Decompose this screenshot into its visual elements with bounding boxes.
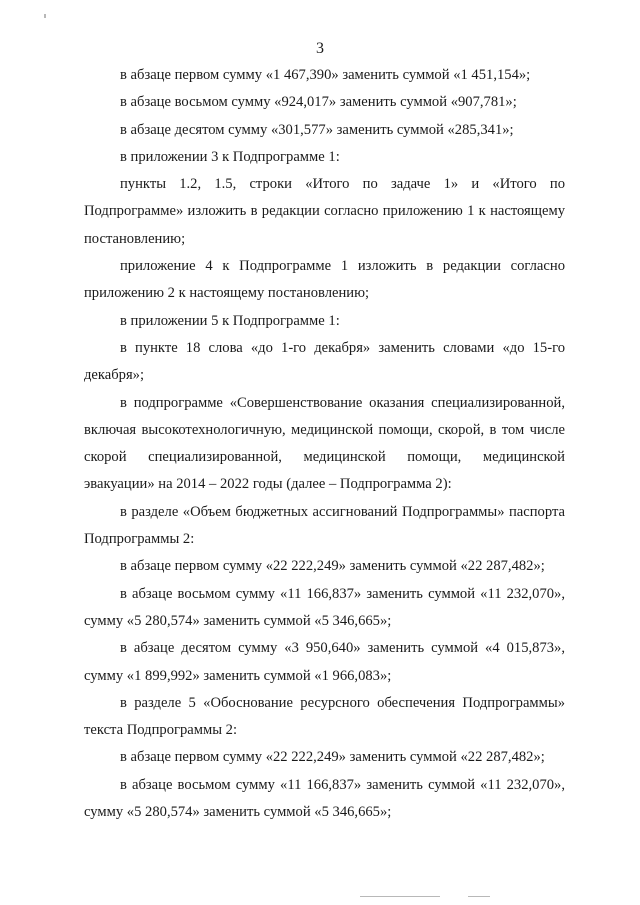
paragraph: в приложении 3 к Подпрограмме 1: <box>120 148 340 165</box>
scan-mark-bottom <box>360 896 440 897</box>
scan-mark-bottom-right <box>468 896 490 897</box>
paragraph: в абзаце десятом сумму «3 950,640» заменить суммой «4 015,873», сумму «1 899,992» заменить суммой «1 966,083»; <box>84 640 565 684</box>
paragraph: в абзаце первом сумму «22 222,249» заменить суммой «22 287,482»; <box>120 749 545 766</box>
document-body <box>84 62 565 826</box>
paragraph: в разделе «Объем бюджетных ассигнований Подпрограммы» паспорта Подпрограммы 2: <box>84 503 565 548</box>
paragraph: в абзаце первом сумму «22 222,249» заменить суммой «22 287,482»; <box>120 558 545 575</box>
paragraph: в разделе 5 «Обоснование ресурсного обеспечения Подпрограммы» текста Подпрограммы 2: <box>84 694 565 739</box>
paragraph: в абзаце восьмом сумму «11 166,837» заменить суммой «11 232,070», сумму «5 280,574» заменить суммой «5 346,665»; <box>84 776 565 821</box>
paragraph: в абзаце первом сумму «1 467,390» заменить суммой «1 451,154»; <box>120 67 531 83</box>
scan-mark-top-left <box>44 14 46 18</box>
paragraph: в абзаце десятом сумму «301,577» заменить суммой «285,341»; <box>120 121 514 138</box>
paragraph: в приложении 5 к Подпрограмме 1: <box>120 312 340 329</box>
paragraph: в пункте 18 слова «до 1-го декабря» заменить словами «до 15-го декабря»; <box>84 339 565 384</box>
paragraph: в подпрограмме «Совершенствование оказания специализированной, включая высокотехнологичную, медицинской помощи, скорой, в том числе скорой специализированной, медицинской помощи, медицинской эвакуации» на 2014 – 2022 годы (далее – Подпрограмма 2): <box>84 394 565 493</box>
paragraph: пункты 1.2, 1.5, строки «Итого по задаче 1» и «Итого по Подпрограмме» изложить в редакции согласно приложению 1 к настоящему постановлению; <box>84 176 565 247</box>
paragraph: приложение 4 к Подпрограмме 1 изложить в редакции согласно приложению 2 к настоящему постановлению; <box>84 258 565 302</box>
paragraph: в абзаце восьмом сумму «924,017» заменить суммой «907,781»; <box>120 94 517 111</box>
paragraph: в абзаце восьмом сумму «11 166,837» заменить суммой «11 232,070», сумму «5 280,574» заменить суммой «5 346,665»; <box>84 585 565 629</box>
page-number: 3 <box>316 40 324 57</box>
